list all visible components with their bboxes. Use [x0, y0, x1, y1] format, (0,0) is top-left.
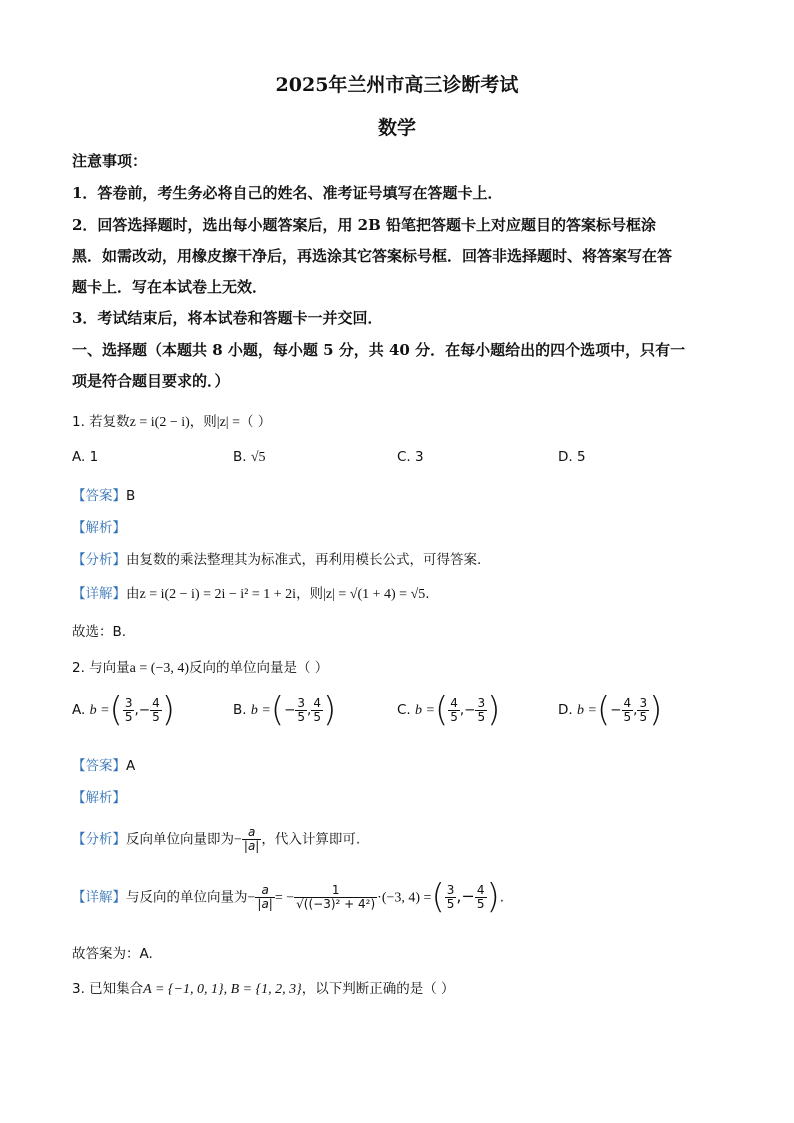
q2-option-d-num1: 4 [623, 695, 632, 710]
q1-mid: ，则 [189, 414, 217, 430]
q2-suffix: 反向的单位向量是（ ） [189, 660, 329, 676]
q2-xiangjie-expr: = − [274, 890, 295, 906]
q2-option-a-vec: b = [89, 703, 110, 718]
q2-option-a-label: A. [72, 702, 86, 718]
question-1 [72, 410, 271, 431]
q1-analysis-label: 【解析】 [72, 520, 126, 536]
q1-option-b [233, 449, 266, 466]
q2-option-c-den1: 5 [450, 709, 458, 724]
notes-heading: 注意事项： [72, 152, 148, 170]
q1-expression: z = i(2 − i) [129, 415, 190, 430]
q2-option-c-num2: 3 [477, 695, 486, 710]
q2-option-c-label: C. [397, 702, 411, 718]
q2-option-a-num1: 3 [124, 695, 133, 710]
q2-xiangjie-fraction [294, 884, 377, 910]
q2-option-a-num2: 4 [152, 695, 160, 710]
q2-conclusion: 故答案为：A. [72, 946, 153, 962]
q2-xiangjie-num: 1 [294, 884, 377, 898]
q1-answer-value: B [126, 488, 136, 504]
q1-option-c: C. 3 [397, 449, 424, 465]
q1-xiangjie-expr2: |z| = √(1 + 4) = √5 [323, 587, 426, 602]
q2-xiangjie-r-num2: 4 [476, 882, 485, 897]
q1-xiangjie-mid: ，则 [296, 586, 324, 602]
q2-fenxi-unit-vector: $\frac{a}{|a|}$ [243, 825, 260, 853]
q2-xiangjie-den: √((−3)² + 4²) [296, 896, 376, 911]
q1-option-d: D. 5 [558, 449, 586, 465]
q1-xiangjie-expr: z = i(2 − i) = 2i − i² = 1 + 2i [139, 587, 297, 602]
q2-option-d-num2: 3 [639, 695, 648, 710]
q2-analysis-label: 【解析】 [72, 790, 126, 806]
q2-option-d: D. b =(− $\frac{4}{5}$ , $\frac{3}{5}$ ) [558, 690, 663, 730]
q1-answer-label: 【答案】 [72, 488, 126, 504]
q2-answer-label: 【答案】 [72, 758, 126, 774]
q2-option-b-vec: b = [250, 703, 271, 718]
q1-option-b-value: √5 [250, 450, 266, 465]
q3-prefix: 3. 已知集合 [72, 981, 144, 997]
q2-xiangjie-end: . [499, 889, 505, 906]
q1-prefix: 1. 若复数 [72, 414, 130, 430]
q2-option-b-num2: 4 [313, 695, 321, 710]
q2-option-a-sign2: − [138, 702, 151, 718]
note-item-2-line2: 黑．如需改动，用橡皮擦干净后，再选涂其它答案标号框．回答非选择题时、将答案写在答 [72, 247, 673, 265]
q2-xiangjie-r-num1: 3 [446, 882, 455, 897]
q2-fenxi-pre: 反向单位向量即为 [126, 831, 234, 848]
q2-vector: a = (−3, 4) [129, 661, 190, 676]
q2-option-b-den2: 5 [313, 709, 321, 724]
q2-xiangjie-unit-vector: $\frac{a}{|a|}$ [257, 882, 273, 911]
q1-conclusion: 故选：B. [72, 624, 127, 640]
q2-option-c: C. b =( $\frac{4}{5}$ ,− $\frac{3}{5}$ ) [397, 690, 501, 730]
q2-option-b-label: B. [233, 702, 247, 718]
subject-title: 数学 [377, 117, 416, 139]
q2-option-c-den2: 5 [477, 709, 486, 724]
q2-option-d-den2: 5 [639, 709, 648, 724]
q1-option-a: A. 1 [72, 449, 99, 465]
q1-xiangjie [72, 582, 430, 603]
question-2 [72, 656, 328, 677]
q2-answer-value: A [126, 758, 136, 774]
q2-xiangjie-r-den1: 5 [446, 896, 455, 911]
q2-option-b-den1: 5 [297, 709, 306, 724]
exam-title: 2025年兰州市高三诊断考试 [275, 74, 519, 96]
section1-heading-line2: 项是符合题目要求的．） [72, 372, 230, 390]
q2-option-c-sign2: − [464, 702, 476, 718]
q2-answer [72, 754, 135, 774]
q1-abs: |z| = [216, 415, 240, 430]
q2-option-d-den1: 5 [623, 709, 632, 724]
q3-suffix: ，以下判断正确的是（ ） [301, 981, 455, 997]
note-item-2-line1: 2．回答选择题时，选出每小题答案后，用 2B 铅笔把答题卡上对应题目的答案标号框涂 [72, 216, 657, 234]
q1-option-b-label: B. [233, 449, 247, 465]
q1-suffix: （ ） [240, 414, 272, 430]
q2-xiangjie-r-sign2: − [461, 886, 475, 906]
q2-fenxi: 【分析】反向单位向量即为− $\frac{a}{|a|}$ ，代入计算即可. [72, 825, 361, 853]
note-item-3: 3．考试结束后，将本试卷和答题卡一并交回． [72, 309, 383, 327]
q2-option-a: A. b =( $\frac{3}{5}$ ,− $\frac{4}{5}$ ) [72, 690, 175, 730]
q2-fenxi-post: ，代入计算即可. [261, 831, 361, 848]
q2-xiangjie-mid: ·(−3, 4) = [377, 890, 432, 906]
q2-prefix: 2. 与向量 [72, 660, 130, 676]
q2-option-c-num1: 4 [450, 695, 458, 710]
q2-option-b-num1: 3 [297, 695, 306, 710]
note-item-2-line3: 题卡上．写在本试卷上无效． [72, 278, 268, 296]
q1-fenxi [72, 548, 481, 568]
q2-fenxi-label: 【分析】 [72, 831, 126, 848]
q2-xiangjie: 【详解】与反向的单位向量为− $\frac{a}{|a|}$ = − $\frac{1}{\text{√((−3)² + 4²)}}$ ·(−3, 4) =( $\frac{3}{5}$ ,− $\frac{4}{5}$ ). [72, 877, 505, 917]
question-3 [72, 977, 455, 998]
q1-fenxi-text: 由复数的乘法整理其为标准式，再利用模长公式，可得答案. [126, 552, 482, 568]
q2-option-c-vec: b = [415, 703, 435, 718]
q1-xiangjie-end: . [425, 586, 430, 602]
q2-option-b-sign1: − [284, 702, 296, 718]
q2-option-d-sign1: − [610, 702, 622, 718]
q1-answer [72, 484, 135, 504]
q2-option-a-den1: 5 [124, 709, 133, 724]
note-item-1: 1．答卷前，考生务必将自己的姓名、准考证号填写在答题卡上． [72, 184, 503, 202]
q2-option-a-den2: 5 [152, 709, 160, 724]
q2-option-d-label: D. [558, 702, 573, 718]
q2-xiangjie-r-den2: 5 [476, 896, 485, 911]
q1-xiangjie-label: 【详解】 [72, 586, 126, 602]
q2-xiangjie-label: 【详解】 [72, 889, 126, 906]
q2-option-b: B. b =(− $\frac{3}{5}$ , $\frac{4}{5}$ ) [233, 690, 337, 730]
q1-xiangjie-pre: 由 [126, 586, 140, 602]
q2-xiangjie-pre: 与反向的单位向量为 [126, 889, 248, 906]
q1-fenxi-label: 【分析】 [72, 552, 126, 568]
q3-expression: A = {−1, 0, 1}, B = {1, 2, 3} [143, 982, 302, 997]
q2-option-d-vec: b = [576, 703, 597, 718]
section1-heading-line1: 一、选择题（本题共 8 小题，每小题 5 分，共 40 分．在每小题给出的四个选项中，只有一 [72, 341, 686, 359]
